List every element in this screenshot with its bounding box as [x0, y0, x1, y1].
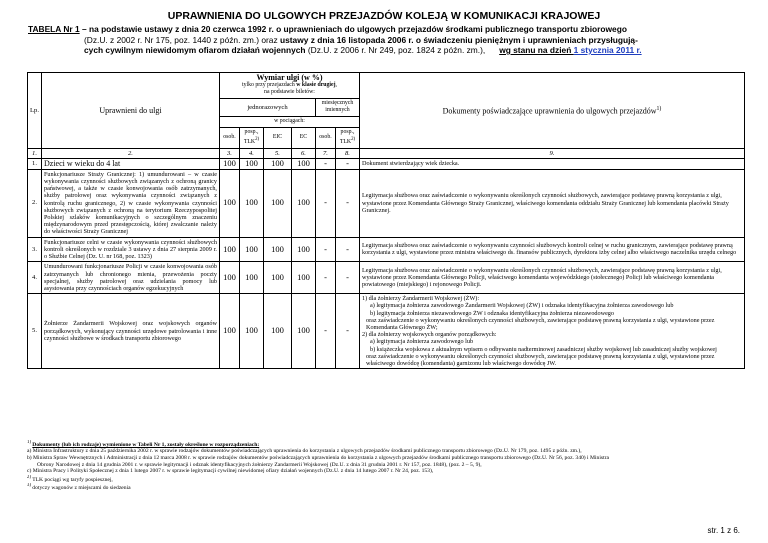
col-posp	[239, 127, 263, 148]
row-value: 100	[239, 294, 263, 369]
footnote-1	[27, 440, 745, 448]
posp-label: posp., TLK	[243, 128, 259, 146]
row-value: 100	[291, 237, 315, 262]
table-row	[28, 159, 745, 170]
subtitle-line-3	[28, 45, 740, 56]
row-lp: 3.	[28, 237, 42, 262]
row-who: Funkcjonariusze celni w czasie wykonywania czynności służbowych kontroli określonych w rozdziale 3 ustawy z dnia 27 sierpnia 2009 r. o Służbie Celnej (Dz. U. nr 168, poz. 1323)	[41, 237, 219, 262]
wymiar-note-1: tylko przy przejazdach	[241, 81, 297, 88]
row-value: 100	[263, 294, 291, 369]
row-who: Umundurowani funkcjonariusze Policji w czasie konwojowania osób zatrzymanych lub chronionego mienia, przewożenia poczty specjalnej, służby patrolowej oraz udzielania pomocy lub asystowania przy czynnościach organów egzekucyjnych	[41, 262, 219, 294]
dokumenty-sup: 1)	[656, 105, 662, 112]
col-wymiar-header	[219, 73, 359, 99]
footnote-3	[27, 483, 745, 491]
row-value: -	[315, 237, 335, 262]
row-value: 100	[291, 262, 315, 294]
posp2-sup: 2)	[351, 137, 356, 143]
wymiar-note-2: ,	[335, 81, 337, 88]
footnote-3-text: dotyczy wagonów z miejscami do siedzenia	[32, 485, 131, 492]
doc-line: oraz zaświadczenie o wykonywaniu określonych czynności służbowych, zawierające podstawę prawną korzystania z ulgi, wystawione przez właściwego dowódcę (komendanta) garnizonu lub właściwego dowódcę JW.	[365, 352, 715, 367]
col-jednorazowych: jednorazowych	[219, 98, 315, 116]
footnote-2-text: TLK pociągi wg taryfy pospiesznej,	[32, 476, 113, 483]
footnote-1b2: Obrony Narodowej z dnia 14 grudnia 2001 r. w sprawie legitymacji i odznak identyfikacyjnych żołnierzy Żandarmerii Wojskowej (Dz.U. z dnia 31 grudnia 2001 r. Nr 157, poz. 1848), (poz. 2 – 5, 9),	[37, 461, 482, 468]
footnotes	[27, 440, 745, 492]
row-value: -	[335, 237, 359, 262]
row-value: -	[315, 159, 335, 170]
row-value: 100	[219, 262, 239, 294]
row-doc: Legitymacja służbowa oraz zaświadczenie o wykonywaniu określonych czynności służbowych, zawierające podstawę prawną korzystania z ulgi, wystawione przez Komendanta Głównego Policji, właściwego komendanta wojewódzkiego (stołecznego) Policji lub właściwego komendanta powiatowego (miejskiego) i rejonowego Policji.	[359, 262, 744, 294]
row-who: Żołnierze Żandarmerii Wojskowej oraz wojskowych organów porządkowych, wykonujący czynności urzędowe patrolowania i inne czynności służbowe w środkach transportu zbiorowego	[41, 294, 219, 369]
idx-7: 7.	[315, 148, 335, 159]
col-uprawnieni-header: Uprawnieni do ulgi	[41, 73, 219, 149]
document-subtitle	[28, 24, 740, 56]
row-lp: 4.	[28, 262, 42, 294]
idx-1: 1.	[28, 148, 42, 159]
stan-label: wg stanu na dzień	[499, 45, 574, 55]
col-lp-header: Lp.	[28, 73, 42, 149]
subtitle-c: ustawy z dnia 16 listopada 2006 r. o świadczeniu pieniężnym i uprawnieniach przysługują-	[279, 34, 638, 45]
row-value: 100	[263, 262, 291, 294]
column-index-row	[28, 148, 745, 159]
idx-5: 5.	[263, 148, 291, 159]
doc-line: oraz zaświadczenie o wykonywaniu określonych czynności służbowych, zawierające podstawę prawną korzystania z ulgi, wystawione przez Komendanta Głównego ŻW;	[365, 316, 715, 331]
row-value: 100	[239, 237, 263, 262]
row-value: 100	[291, 169, 315, 237]
col-eic: EIC	[263, 127, 291, 148]
table-row	[28, 169, 745, 237]
doc-line: b) legitymacja żołnierza niezawodowego ŻW i odznaka identyfikacyjna żołnierza niezawodowego	[369, 309, 614, 317]
footnote-1c: c) Ministra Pracy i Polityki Społecznej z dnia 1 lutego 2007 r. w sprawie legitymacji cywilnej niewidomej ofiary działań wojennych (Dz.U. z dnia 14 lutego 2007 r. Nr 24, poz. 153),	[27, 468, 434, 475]
document-header	[0, 0, 768, 56]
doc-line: a) legitymacja żołnierza zawodowego lub	[369, 338, 474, 346]
row-doc	[359, 294, 744, 369]
row-value: -	[335, 294, 359, 369]
table-row	[28, 237, 745, 262]
row-value: 100	[263, 237, 291, 262]
row-doc: Dokument stwierdzający wiek dziecka.	[359, 159, 744, 170]
footnote-1-mark: 1)	[27, 440, 31, 445]
row-lp: 2.	[28, 169, 42, 237]
row-value: -	[335, 169, 359, 237]
row-value: 100	[239, 262, 263, 294]
col-w-pociagach: w pociągach:	[219, 116, 359, 127]
doc-line: b) książeczka wojskowa z aktualnym wpisem o odbywaniu nadterminowej zasadniczej służby wojskowej lub zasadniczej służby wojskowej	[369, 345, 717, 353]
doc-line: 1) dla żołnierzy Żandarmerii Wojskowej (ŻW):	[361, 295, 480, 303]
row-value: 100	[219, 159, 239, 170]
footnote-1a: a) Ministra Infrastruktury z dnia 25 października 2002 r. w sprawie rodzajów dokumentów poświadczających uprawnienia do korzystania z ulgowych przejazdów środkami publicznego transportu zbiorowego (Dz.U. Nr 179, poz. 1495 z późn. zm.),	[27, 448, 582, 455]
table-label: TABELA Nr 1	[28, 24, 80, 34]
table-row	[28, 294, 745, 369]
entitlements-table	[27, 72, 745, 369]
row-value: -	[315, 262, 335, 294]
subtitle-b: (Dz.U. z 2002 r. Nr 175, poz. 1440 z późn. zm.) oraz	[84, 34, 280, 45]
row-doc: Legitymacja służbowa oraz zaświadczenie o wykonywaniu czynności służbowych kontroli celnej w ruchu granicznym, zawierające podstawę prawną korzystania z ulgi, wystawione przez ministra właściwego ds. finansów publicznych, dyrektora izby celnej albo właściwego naczelnika urzędu celnego	[359, 237, 744, 262]
subtitle-e: (Dz.U. z 2006 r. Nr 249, poz. 1824 z późn. zm.),	[305, 45, 486, 55]
page-number: str. 1 z 6.	[707, 526, 740, 535]
posp-sup: 2)	[255, 137, 260, 143]
doc-line: a) legitymacja żołnierza zawodowego Żandarmerii Wojskowej (ŻW) i odznaka identyfikacyjna żołnierza zawodowego lub	[369, 302, 674, 310]
row-value: 100	[219, 169, 239, 237]
row-value: -	[315, 169, 335, 237]
header-row-1	[28, 73, 745, 99]
idx-6: 6.	[291, 148, 315, 159]
footnote-1-title: Dokumenty (lub ich rodzaje) wymienione w Tabeli Nr 1, zostały określone w rozporządzeniach:	[32, 441, 260, 448]
row-value: 100	[239, 169, 263, 237]
col-ec: EC	[291, 127, 315, 148]
wymiar-title: Wymiar ulgi (w %)	[256, 73, 323, 82]
footnote-3-mark: 3)	[27, 483, 31, 489]
col-miesiecznych: miesięcznych imiennych	[315, 98, 359, 116]
footnote-1b: b) Ministra Spraw Wewnętrznych i Administracji z dnia 12 marca 2008 r. w sprawie rodzajów dokumentów poświadczających uprawnienia do korzystania z ulgowych przejazdów środkami publicznego transportu zbiorowego (Dz.U. Nr 56, poz. 340) i Ministra	[27, 455, 609, 462]
posp2-label: posp., TLK	[339, 128, 355, 146]
footnote-2-mark: 2)	[27, 474, 31, 480]
row-doc: Legitymacja służbowa oraz zaświadczenie o wykonywaniu określonych czynności służbowych, zawierające podstawę prawną korzystania z ulgi, wystawione przez Komendanta Głównego Straży Granicznej, właściwego komendanta oddziału Straży Granicznej lub komendanta placówki Straży Granicznej.	[359, 169, 744, 237]
doc-line: 2) dla żołnierzy wojskowych organów porządkowych:	[361, 331, 497, 339]
table-row	[28, 262, 745, 294]
row-value: -	[315, 294, 335, 369]
row-who: Funkcjonariusze Straży Granicznej: 1) umundurowani – w czasie wykonywania czynności służbowych związanych z ochroną granicy państwowej, a także w czasie konwojowania osób zatrzymanych, służby patrolowej oraz wykonywania czynności związanych z kontrolą ruchu granicznego, 2) w czasie wykonywania czynności służbowych związanych z ochroną na terytorium Rzeczypospolitej Polskiej szlaków komunikacyjnych o szczególnym znaczeniu międzynarodowym przed przestępczością, której zwalczanie należy do właściwości Straży Granicznej	[41, 169, 219, 237]
row-value: 100	[291, 294, 315, 369]
dokumenty-title: Dokumenty poświadczające uprawnienia do ulgowych przejazdów	[442, 106, 657, 116]
wymiar-note-3: na podstawie biletów:	[264, 89, 315, 96]
row-value: 100	[263, 169, 291, 237]
idx-9: 9.	[359, 148, 744, 159]
row-value: 100	[291, 159, 315, 170]
row-value: -	[335, 159, 359, 170]
row-value: 100	[219, 237, 239, 262]
row-value: 100	[263, 159, 291, 170]
idx-2: 2.	[41, 148, 219, 159]
footnote-2	[27, 475, 745, 483]
wymiar-note-bold: w klasie drugiej	[296, 81, 336, 88]
col-osob: osob.	[219, 127, 239, 148]
subtitle-line-2	[28, 35, 740, 46]
document-title: UPRAWNIENIA DO ULGOWYCH PRZEJAZDÓW KOLEJĄ W KOMUNIKACJI KRAJOWEJ	[167, 10, 601, 22]
idx-8: 8.	[335, 148, 359, 159]
row-value: 100	[239, 159, 263, 170]
col-posp-2	[335, 127, 359, 148]
row-value: 100	[219, 294, 239, 369]
subtitle-a: – na podstawie ustawy z dnia 20 czerwca 1992 r. o uprawnieniach do ulgowych przejazdów środkami publicznego transportu zbiorowego	[79, 24, 627, 34]
idx-3: 3.	[219, 148, 239, 159]
subtitle-d: cych cywilnym niewidomym ofiarom działań wojennych	[84, 45, 306, 55]
row-lp: 1.	[28, 159, 42, 170]
stan-date: 1 stycznia 2011 r.	[573, 45, 642, 55]
row-lp: 5.	[28, 294, 42, 369]
row-who: Dzieci w wieku do 4 lat	[41, 159, 219, 170]
col-dokumenty-header	[359, 73, 744, 149]
idx-4: 4.	[239, 148, 263, 159]
col-osob-2: osob.	[315, 127, 335, 148]
row-value: -	[335, 262, 359, 294]
wymiar-note	[222, 82, 357, 90]
